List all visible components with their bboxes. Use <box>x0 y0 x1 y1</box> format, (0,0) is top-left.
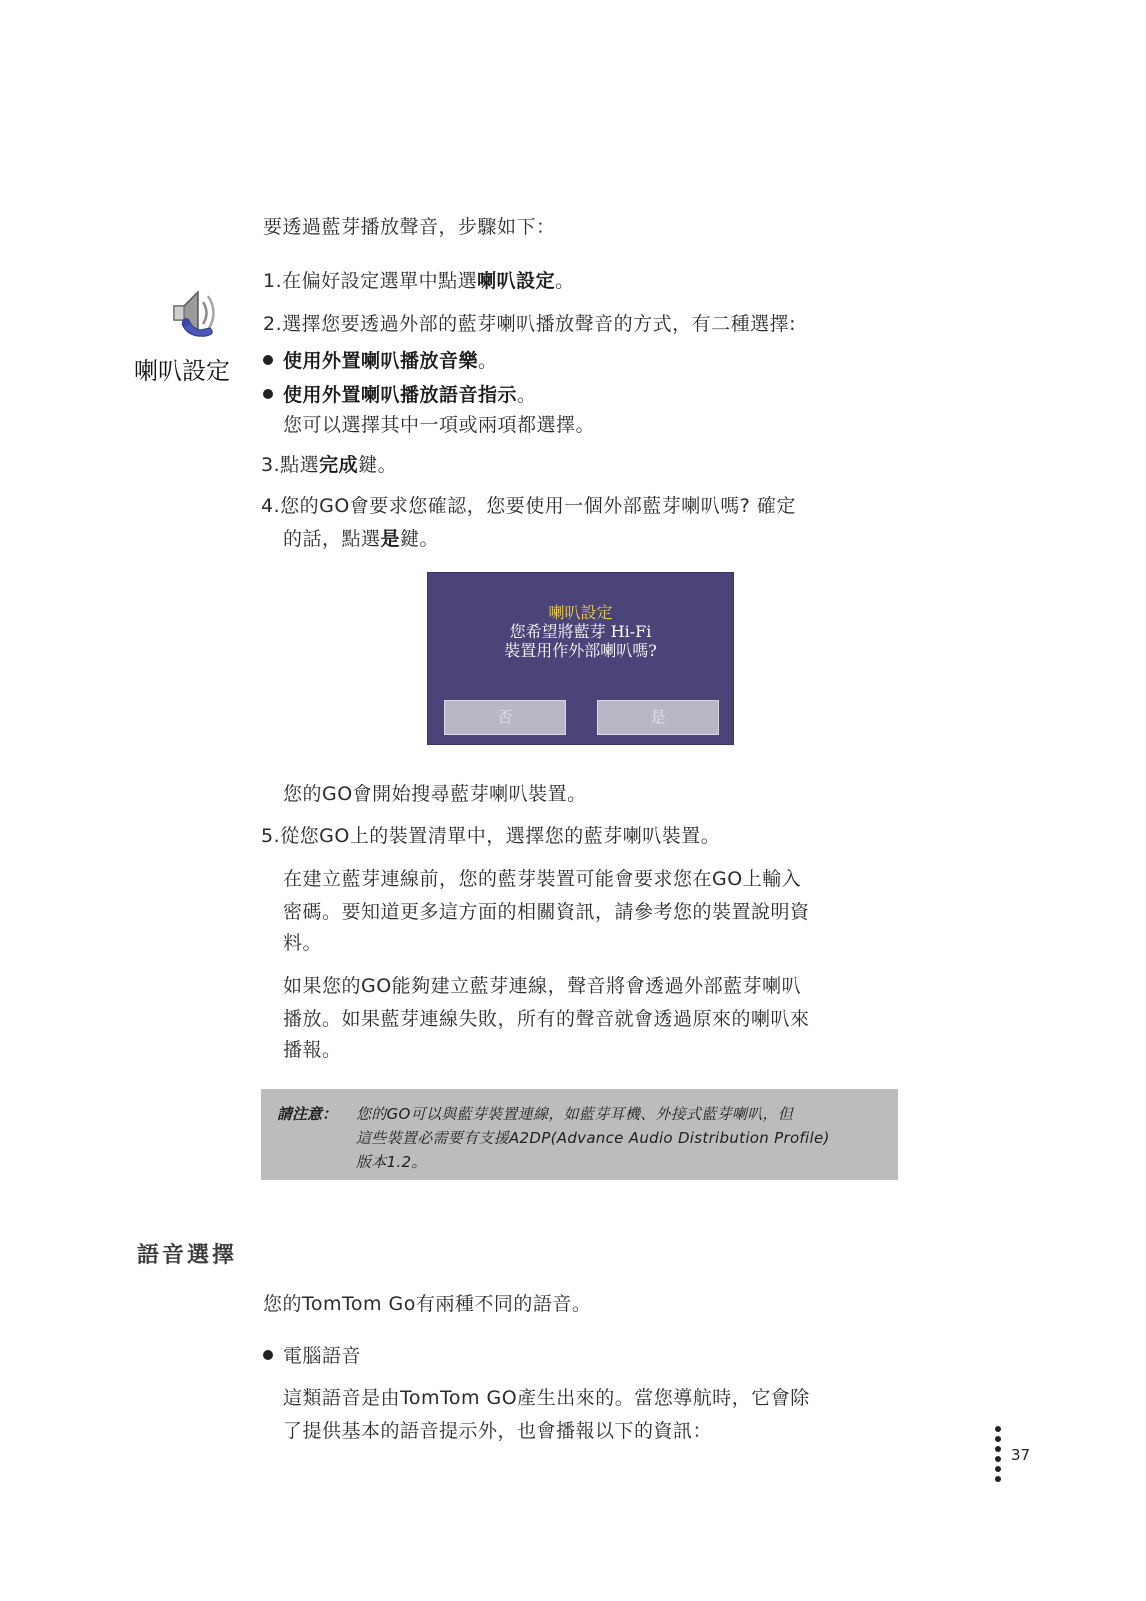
voice-bullet-label: 電腦語音 <box>283 1345 362 1367</box>
voice-para-line-1: 這類語音是由TomTom GO產生出來的。當您導航時，它會除 <box>283 1387 810 1409</box>
connected-line-1: 如果您的GO能夠建立藍芽連線，聲音將會透過外部藍芽喇叭 <box>283 975 802 997</box>
step-4-line-1: 4.您的GO會要求您確認，您要使用一個外部藍芽喇叭嗎? 確定 <box>261 495 796 517</box>
speaker-settings-caption: 喇叭設定 <box>134 357 230 385</box>
dialog-line-1: 您希望將藍芽 Hi-Fi <box>509 622 652 641</box>
passkey-line-3: 料。 <box>283 932 323 954</box>
connected-line-3: 播報。 <box>283 1039 342 1061</box>
page-number: 37 <box>1011 1446 1031 1464</box>
option-music-label: 使用外置喇叭播放音樂 <box>283 350 479 372</box>
dialog-line-2: 裝置用作外部喇叭嗎? <box>504 641 657 660</box>
step-2: 2.選擇您要透過外部的藍芽喇叭播放聲音的方式，有二種選擇: <box>263 313 797 335</box>
option-music-suffix: 。 <box>478 350 498 372</box>
passkey-line-1: 在建立藍芽連線前，您的藍芽裝置可能會要求您在GO上輸入 <box>283 868 802 890</box>
page-dots-decoration <box>995 1426 1003 1486</box>
connected-line-2: 播放。如果藍芽連線失敗，所有的聲音就會透過原來的喇叭來 <box>283 1008 810 1030</box>
speaker-settings-tile <box>126 284 244 384</box>
option-voice <box>263 382 537 408</box>
intro-text: 要透過藍芽播放聲音，步驟如下： <box>263 216 556 238</box>
step-4-bold: 是 <box>380 528 401 550</box>
step-1-bold: 喇叭設定 <box>477 270 556 292</box>
step-1-prefix: 1.在偏好設定選單中點選 <box>263 270 478 292</box>
step-3-prefix: 3.點選 <box>261 454 320 476</box>
searching-text: 您的GO會開始搜尋藍芽喇叭裝置。 <box>283 783 587 805</box>
step-4-prefix: 的話，點選 <box>283 528 381 550</box>
dialog-no-button[interactable]: 否 <box>444 700 566 735</box>
dialog-title: 喇叭設定 <box>548 603 613 622</box>
bullet-icon <box>263 355 273 365</box>
option-voice-suffix: 。 <box>517 384 537 406</box>
voice-para-line-2: 了提供基本的語音提示外，也會播報以下的資訊： <box>283 1420 713 1442</box>
device-dialog-screenshot <box>427 572 734 745</box>
options-note: 您可以選擇其中一項或兩項都選擇。 <box>283 414 596 436</box>
step-3 <box>261 452 397 478</box>
step-1 <box>263 268 575 294</box>
bullet-icon <box>263 1350 273 1360</box>
note-label: 請注意： <box>277 1105 338 1123</box>
step-4-line-2 <box>283 526 439 552</box>
note-line-1: 您的GO可以與藍芽裝置連線，如藍芽耳機、外接式藍芽喇叭，但 <box>356 1105 794 1123</box>
dialog-yes-button[interactable]: 是 <box>597 700 719 735</box>
voices-intro: 您的TomTom Go有兩種不同的語音。 <box>263 1293 592 1315</box>
note-line-2: 這些裝置必需要有支援A2DP(Advance Audio Distribution Profile) <box>356 1129 830 1147</box>
step-3-suffix: 鍵。 <box>358 454 398 476</box>
bullet-icon <box>263 389 273 399</box>
step-1-suffix: 。 <box>555 270 575 292</box>
voice-bullet <box>263 1343 361 1369</box>
step-5: 5.從您GO上的裝置清單中，選擇您的藍芽喇叭裝置。 <box>261 825 721 847</box>
step-4-suffix: 鍵。 <box>400 528 440 550</box>
step-3-bold: 完成 <box>319 454 359 476</box>
note-box <box>261 1089 898 1180</box>
option-music <box>263 348 498 374</box>
option-voice-label: 使用外置喇叭播放語音指示 <box>283 384 518 406</box>
passkey-line-2: 密碼。要知道更多這方面的相關資訊，請參考您的裝置說明資 <box>283 901 810 923</box>
section-heading: 語音選擇 <box>137 1243 238 1268</box>
note-line-3: 版本1.2。 <box>356 1153 427 1171</box>
